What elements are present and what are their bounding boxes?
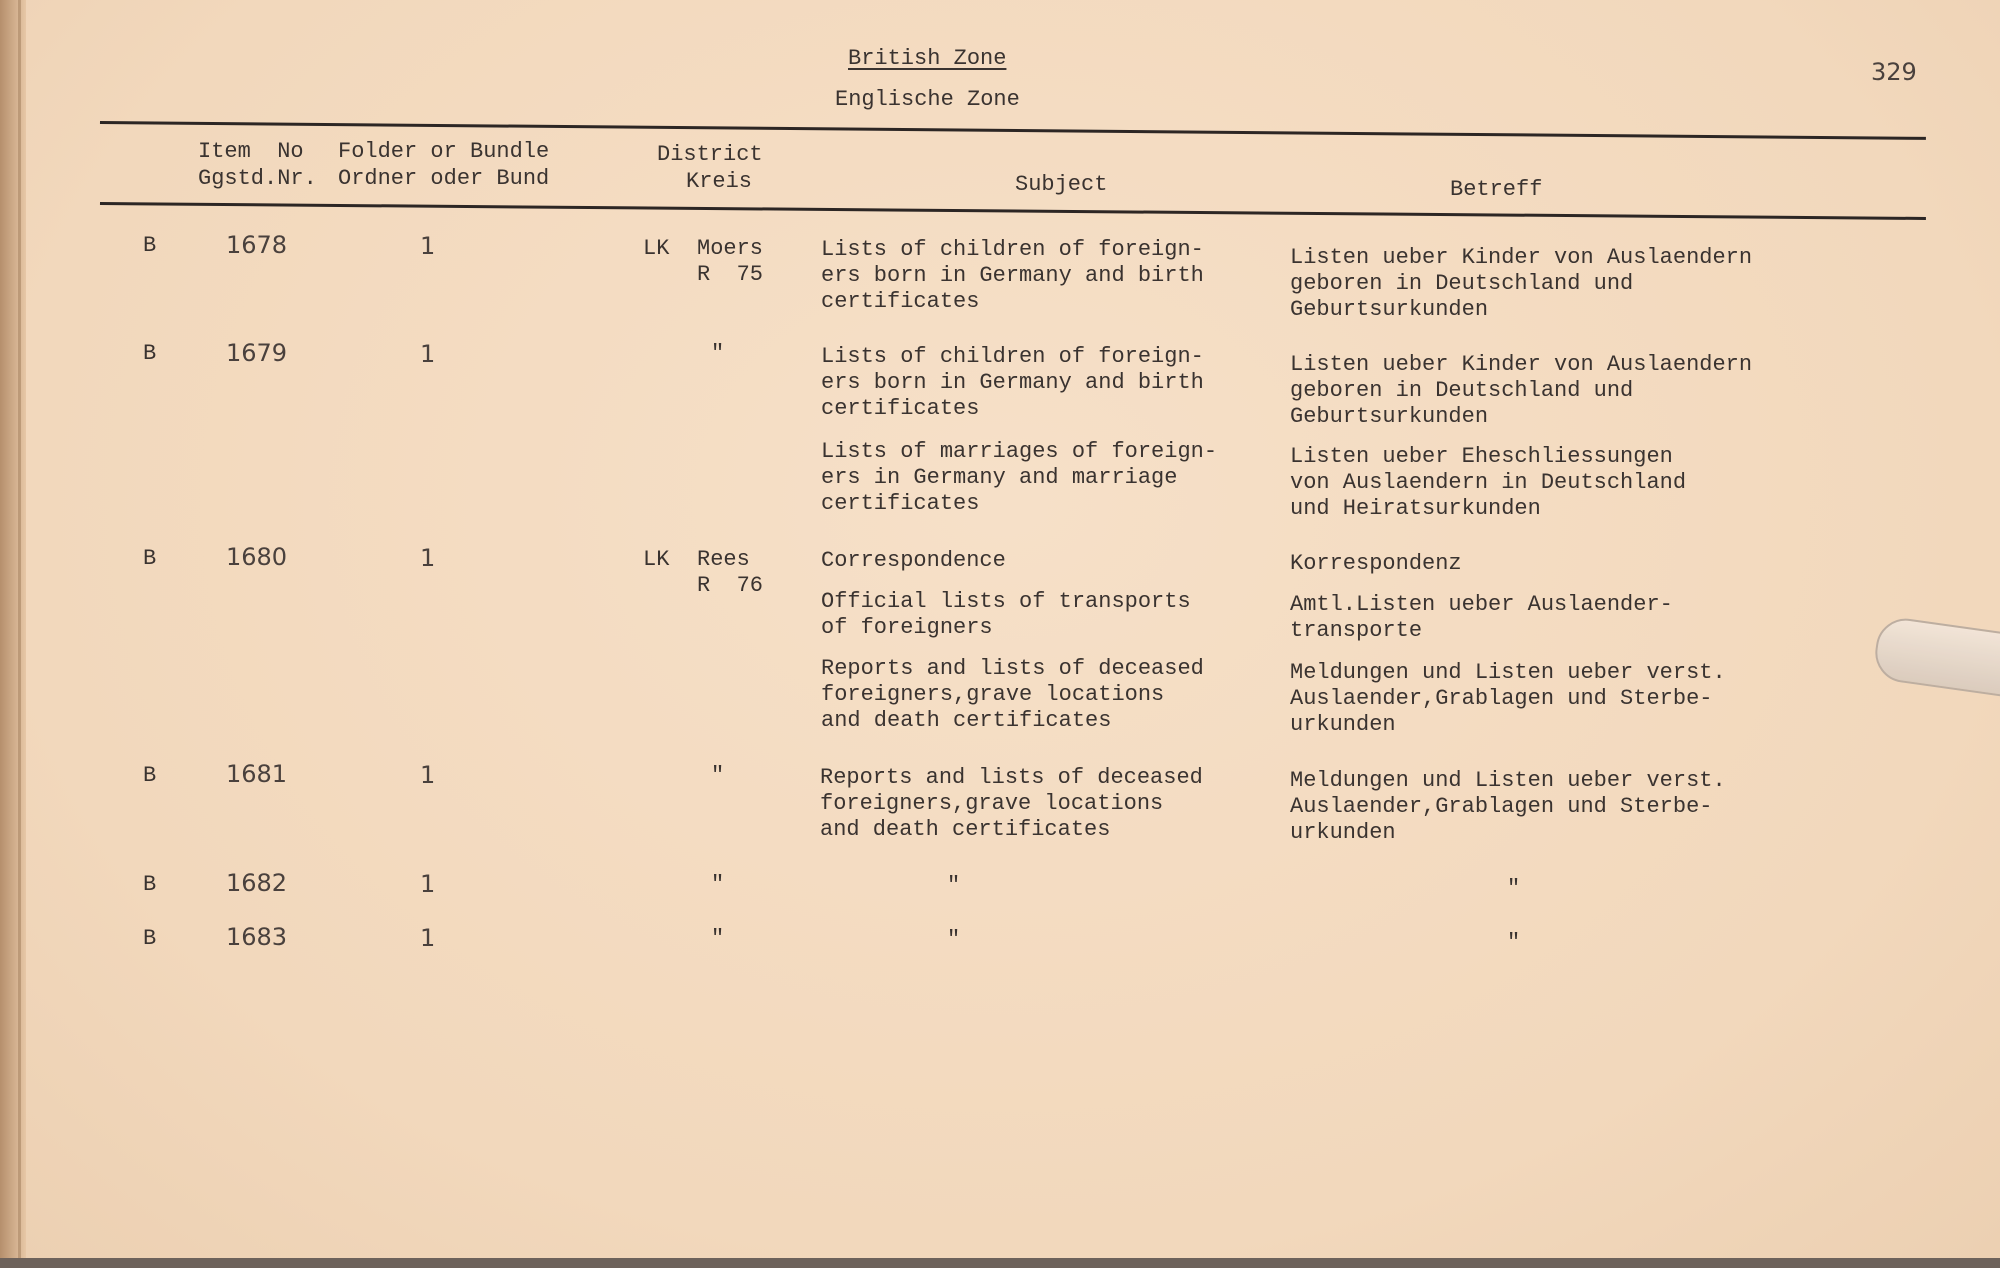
row-betreff-ditto: ": [1507, 930, 1521, 955]
row-subject-2: Lists of marriages of foreign- ers in Germany and marriage certificates: [821, 439, 1218, 516]
row-letter: B: [143, 872, 157, 897]
row-folder: 1: [420, 232, 436, 260]
page-number: 329: [1871, 58, 1917, 86]
row-number: 1681: [226, 760, 288, 788]
row-number: 1683: [226, 923, 288, 951]
row-number: 1679: [226, 339, 288, 367]
col-folder-line2: Ordner oder Bund: [338, 166, 550, 191]
zone-title-de: Englische Zone: [835, 87, 1020, 112]
row-betreff-ditto: ": [1507, 876, 1521, 901]
row-subject: Correspondence: [821, 548, 1006, 573]
row-betreff: Listen ueber Kinder von Auslaendern geboren in Deutschland und Geburtsurkunden: [1290, 352, 1753, 429]
row-betreff: Meldungen und Listen ueber verst. Auslaender,Grablagen und Sterbe- urkunden: [1290, 768, 1726, 845]
row-district-code: R 75: [697, 262, 764, 287]
row-letter: B: [143, 546, 157, 571]
row-folder: 1: [420, 761, 436, 789]
page-left-edge: [0, 0, 26, 1268]
row-district-ditto: ": [711, 341, 725, 366]
row-number: 1680: [226, 543, 288, 571]
row-letter: B: [143, 341, 157, 366]
row-betreff-2: Amtl.Listen ueber Auslaender- transporte: [1290, 592, 1673, 643]
row-subject: Lists of children of foreign- ers born in Germany and birth certificates: [821, 344, 1204, 421]
row-betreff: Korrespondenz: [1290, 551, 1462, 576]
row-district-ditto: ": [711, 872, 725, 897]
row-district-ditto: ": [711, 926, 725, 951]
row-subject-ditto: ": [947, 873, 961, 898]
row-district-ditto: ": [711, 763, 725, 788]
col-subject: Subject: [1015, 172, 1108, 197]
row-letter: B: [143, 763, 157, 788]
row-folder: 1: [420, 870, 436, 898]
row-folder: 1: [420, 924, 436, 952]
row-betreff: Listen ueber Kinder von Auslaendern geboren in Deutschland und Geburtsurkunden: [1290, 245, 1753, 322]
zone-title-en: British Zone: [848, 46, 1007, 71]
row-district-code: R 76: [697, 573, 764, 598]
col-betreff: Betreff: [1450, 177, 1543, 202]
row-number: 1678: [226, 231, 288, 259]
col-item-line2: Ggstd.Nr.: [198, 166, 317, 191]
row-betreff-2: Listen ueber Eheschliessungen von Auslaendern in Deutschland und Heiratsurkunden: [1290, 444, 1687, 521]
row-letter: B: [143, 233, 157, 258]
row-number: 1682: [226, 869, 288, 897]
page-fold: [18, 0, 21, 1268]
row-subject: Reports and lists of deceased foreigners,grave locations and death certificates: [820, 765, 1203, 842]
binder-bottom-edge: [0, 1258, 2000, 1268]
row-folder: 1: [420, 544, 436, 572]
row-betreff-3: Meldungen und Listen ueber verst. Auslaender,Grablagen und Sterbe- urkunden: [1290, 660, 1726, 737]
row-folder: 1: [420, 340, 436, 368]
row-letter: B: [143, 926, 157, 951]
row-district-name: Rees: [697, 547, 750, 572]
row-district-prefix: LK: [643, 236, 670, 261]
row-subject-2: Official lists of transports of foreigners: [821, 589, 1191, 640]
row-district-name: Moers: [697, 236, 764, 261]
row-subject-3: Reports and lists of deceased foreigners,grave locations and death certificates: [821, 656, 1204, 733]
col-district-line2: Kreis: [686, 169, 753, 194]
row-subject-ditto: ": [947, 927, 961, 952]
col-item-line1: Item No: [198, 139, 304, 164]
row-subject: Lists of children of foreign- ers born in Germany and birth certificates: [821, 237, 1204, 314]
col-district-line1: District: [657, 142, 763, 167]
row-district-prefix: LK: [643, 547, 670, 572]
col-folder-line1: Folder or Bundle: [338, 139, 550, 164]
